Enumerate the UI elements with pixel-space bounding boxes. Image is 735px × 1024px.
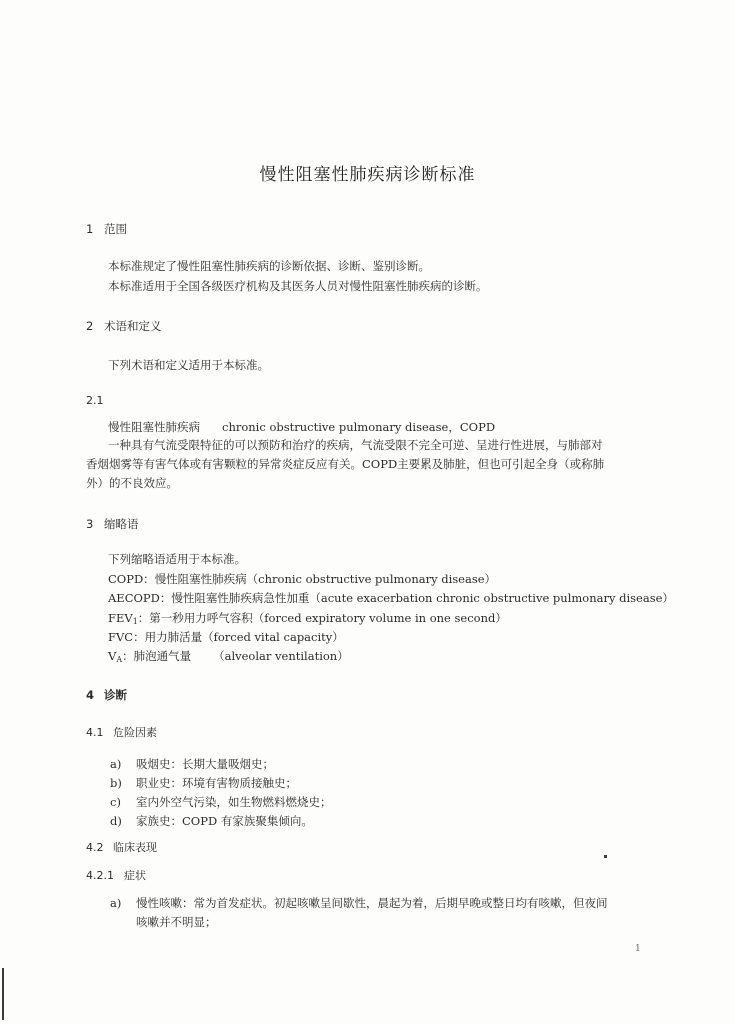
list-item xyxy=(110,794,332,810)
abbreviation-colon: ： xyxy=(137,611,150,625)
section-4-heading xyxy=(86,687,127,703)
paragraph: 下列缩略语适用于本标准。 xyxy=(108,552,246,566)
abbreviation-key: V xyxy=(108,649,117,663)
list-marker: c) xyxy=(110,795,121,809)
definition-line: 外）的不良效应。 xyxy=(86,476,178,490)
section-number: 3 xyxy=(86,517,94,531)
page-number: 1 xyxy=(635,944,641,954)
paragraph: 本标准规定了慢性阻塞性肺疾病的诊断依据、诊断、鉴别诊断。 xyxy=(108,259,430,273)
section-title: 诊断 xyxy=(104,688,127,702)
subsection-4-2-heading xyxy=(86,840,157,856)
abbreviation-key: AECOPD： xyxy=(108,591,172,605)
abbreviation-english: （alveolar ventilation） xyxy=(213,649,349,663)
section-1-heading xyxy=(86,221,127,237)
definition-line: 香烟烟雾等有害气体或有害颗粒的异常炎症反应有关。COPD主要累及肺脏，但也可引起全身（或称肺 xyxy=(86,457,605,471)
abbreviation-text: 肺泡通气量 xyxy=(133,649,192,663)
abbreviation-key: COPD： xyxy=(108,572,155,586)
abbreviation-item xyxy=(108,590,674,606)
list-marker: a) xyxy=(110,896,122,910)
scan-dot xyxy=(604,855,607,858)
section-3-heading xyxy=(86,516,139,532)
document-title: 慢性阻塞性肺疾病诊断标准 xyxy=(259,165,476,185)
list-marker: a) xyxy=(110,757,122,771)
section-title: 缩略语 xyxy=(104,517,139,531)
abbreviation-subscript: 1 xyxy=(132,617,138,626)
list-item xyxy=(110,775,297,791)
section-number: 4.2.1 xyxy=(86,869,114,882)
list-marker: b) xyxy=(110,776,122,790)
list-marker: d) xyxy=(110,814,122,828)
term-english: chronic obstructive pulmonary disease，COPD xyxy=(222,420,496,434)
abbreviation-subscript: A xyxy=(116,655,123,664)
list-text: 吸烟史：长期大量吸烟史； xyxy=(136,757,274,771)
abbreviation-colon: ： xyxy=(122,649,134,663)
section-title: 症状 xyxy=(124,869,146,882)
section-number: 4 xyxy=(86,688,95,702)
section-2-heading xyxy=(86,318,162,334)
abbreviation-text: 用力肺活量（forced vital capacity） xyxy=(144,630,344,644)
term-line xyxy=(108,419,495,435)
section-title: 危险因素 xyxy=(113,726,157,739)
list-item xyxy=(110,813,313,829)
section-number: 2.1 xyxy=(86,394,104,407)
list-text-continuation: 咳嗽并不明显； xyxy=(136,915,217,929)
section-number: 4.1 xyxy=(86,726,104,739)
abbreviation-item xyxy=(108,571,496,587)
term-chinese: 慢性阻塞性肺疾病 xyxy=(108,420,200,434)
section-title: 术语和定义 xyxy=(104,319,162,333)
list-text: 职业史：环境有害物质接触史； xyxy=(136,776,297,790)
abbreviation-item xyxy=(108,648,349,668)
abbreviation-key: FEV xyxy=(108,611,133,625)
abbreviation-text: 第一秒用力呼气容积（forced expiratory volume in one second） xyxy=(149,611,507,625)
definition-line: 一种具有气流受限特征的可以预防和治疗的疾病，气流受限不完全可逆、呈进行性进展，与肺部对 xyxy=(108,438,603,452)
scan-edge-mark xyxy=(2,968,4,1020)
abbreviation-item xyxy=(108,610,507,630)
abbreviation-item xyxy=(108,629,344,645)
list-item xyxy=(110,756,274,772)
paragraph: 下列术语和定义适用于本标准。 xyxy=(108,358,269,372)
section-title: 范围 xyxy=(104,222,127,236)
section-number: 4.2 xyxy=(86,841,104,854)
section-title: 临床表现 xyxy=(113,841,157,854)
abbreviation-text: 慢性阻塞性肺疾病（chronic obstructive pulmonary disease） xyxy=(154,572,497,586)
paragraph: 本标准适用于全国各级医疗机构及其医务人员对慢性阻塞性肺疾病的诊断。 xyxy=(108,279,488,293)
section-number: 1 xyxy=(86,222,94,236)
list-text: 慢性咳嗽：常为首发症状。初起咳嗽呈间歇性，晨起为着，后期早晚或整日均有咳嗽，但夜间 xyxy=(136,896,608,910)
abbreviation-key: FVC： xyxy=(108,630,145,644)
subsection-4-2-1-heading xyxy=(86,868,146,884)
section-number: 2 xyxy=(86,319,94,333)
list-text: 室内外空气污染，如生物燃料燃烧史； xyxy=(136,795,332,809)
list-item xyxy=(110,895,608,911)
abbreviation-text: 慢性阻塞性肺疾病急性加重（acute exacerbation chronic obstructive pulmonary disease） xyxy=(171,591,674,605)
list-text: 家族史：COPD 有家族聚集倾向。 xyxy=(136,814,313,828)
subsection-4-1-heading xyxy=(86,725,157,741)
subsection-2-1-heading xyxy=(86,393,113,409)
